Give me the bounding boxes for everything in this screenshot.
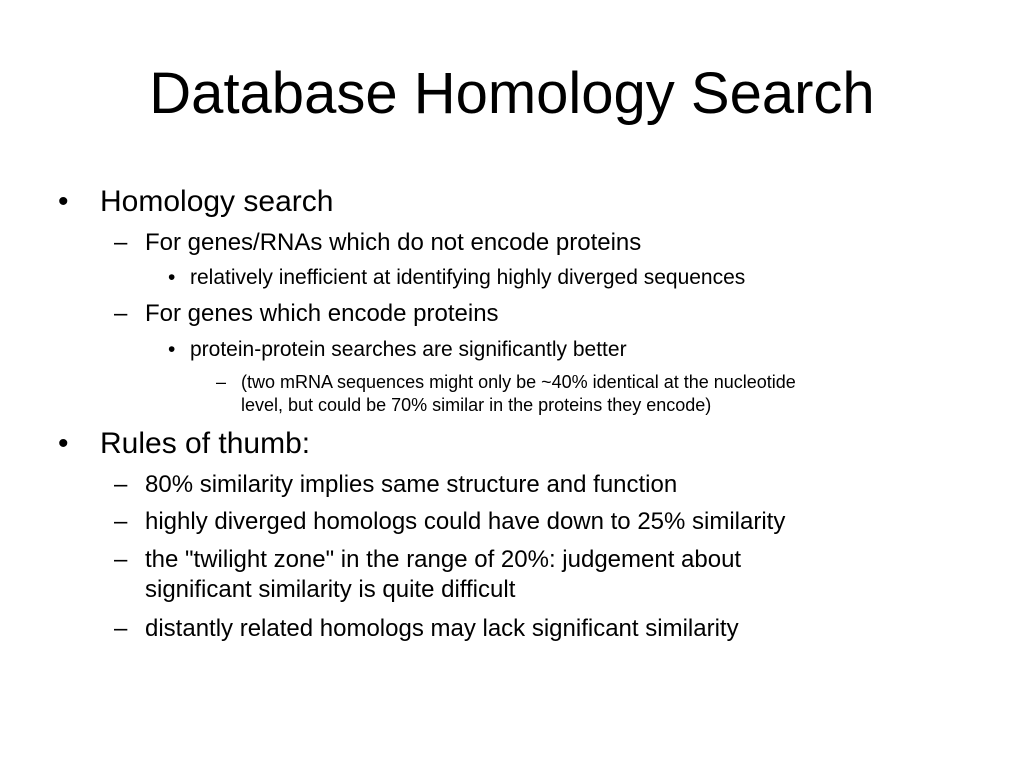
rule-25-percent: highly diverged homologs could have down to 25% similarity [145,508,786,535]
bullet-rules-of-thumb: Rules of thumb: [100,427,311,460]
dash-marker: – [216,372,227,392]
bullet-homology-search: Homology search [100,185,334,218]
dash-marker: – [114,300,128,327]
bullet-marker: • [58,427,69,460]
dash-marker: – [114,546,128,573]
dash-marker: – [114,508,128,535]
level4-note-line-2: level, but could be 70% similar in the proteins they encode) [241,395,712,415]
rule-twilight-zone-line-2: significant similarity is quite difficult [145,576,516,603]
slide-title: Database Homology Search [149,61,875,126]
rule-80-percent: 80% similarity implies same structure and function [145,471,678,498]
sub-sub-bullet-inefficient: relatively inefficient at identifying highly diverged sequences [190,266,746,289]
rule-distant-homologs: distantly related homologs may lack significant similarity [145,615,739,642]
rule-twilight-zone-line-1: the "twilight zone" in the range of 20%: judgement about [145,546,742,573]
dash-marker: – [114,471,128,498]
dash-marker: – [114,229,128,256]
sub-sub-bullet-protein-searches: protein-protein searches are significantly better [190,338,627,361]
bullet-marker: • [168,266,176,289]
dash-marker: – [114,615,128,642]
bullet-marker: • [168,338,176,361]
bullet-marker: • [58,185,69,218]
sub-bullet-rna-genes: For genes/RNAs which do not encode proteins [145,229,642,256]
level4-note-line-1: (two mRNA sequences might only be ~40% identical at the nucleotide [241,372,796,392]
sub-bullet-protein-genes: For genes which encode proteins [145,300,499,327]
